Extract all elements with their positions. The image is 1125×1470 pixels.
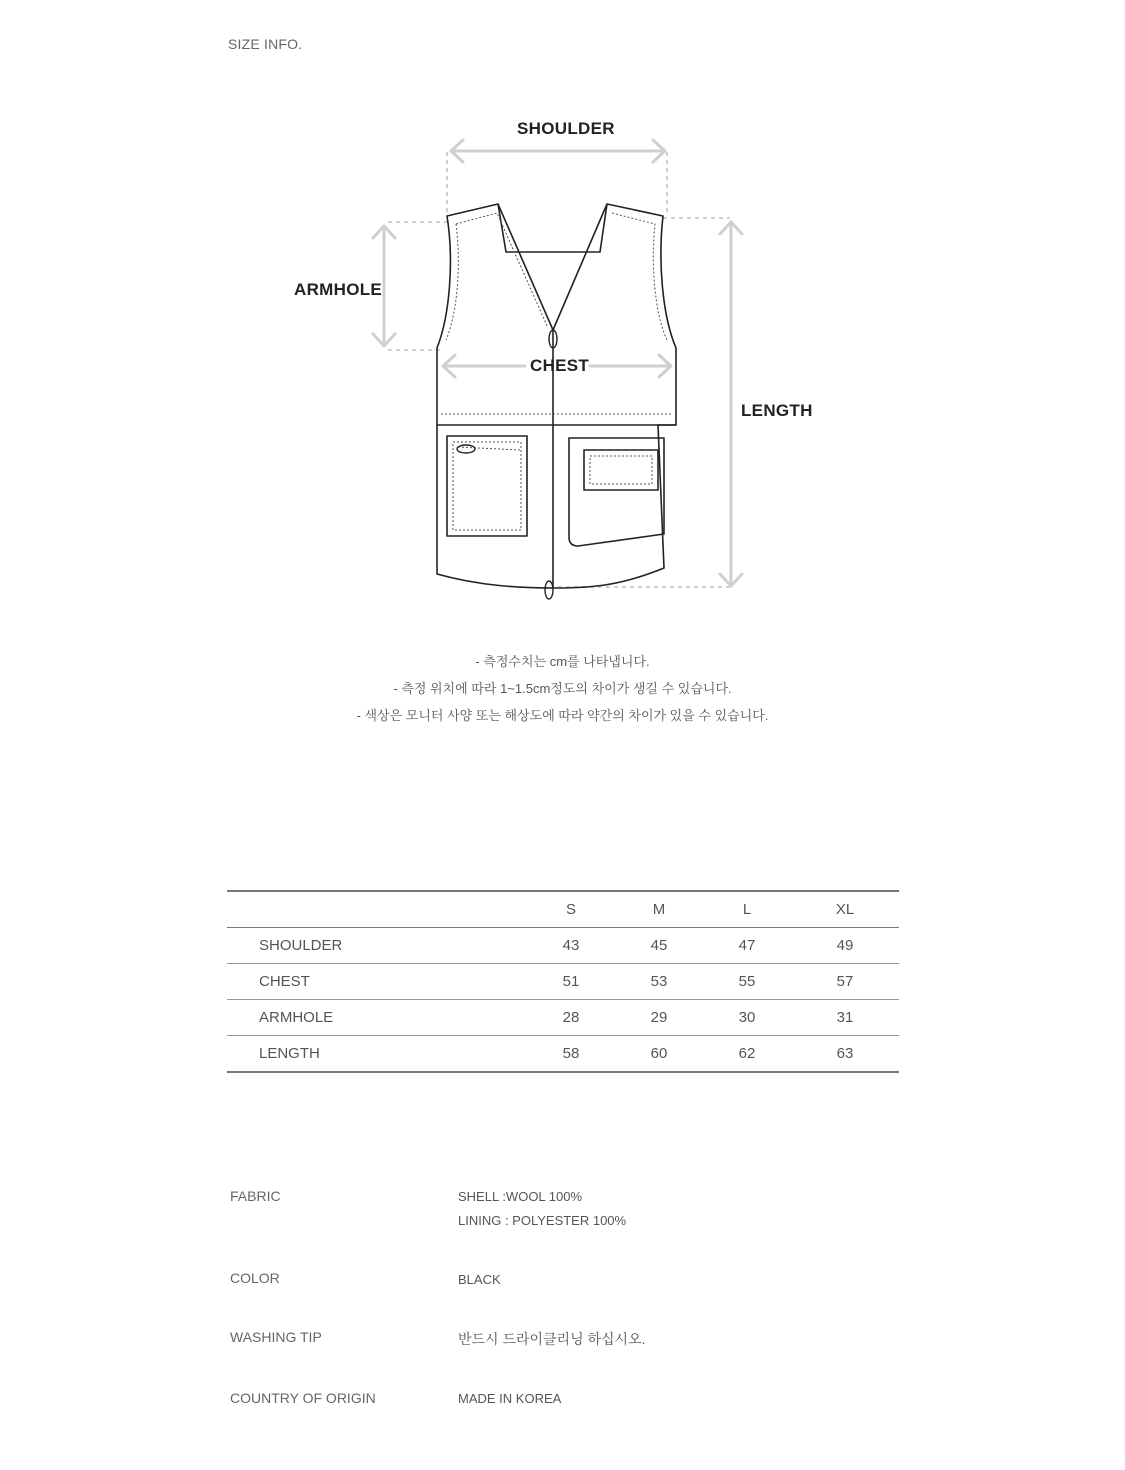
cell-value: 28 (562, 1009, 580, 1026)
size-table (227, 890, 899, 1073)
cell-value: 47 (738, 937, 756, 954)
shoulder-arrow (451, 140, 665, 162)
cell-value: 55 (738, 973, 756, 990)
cell-value: 60 (650, 1045, 668, 1062)
size-col-m: M (652, 901, 666, 918)
cell-value: 49 (836, 937, 854, 954)
country-of-origin-value: MADE IN KOREA (458, 1391, 562, 1406)
cell-value: 57 (836, 973, 854, 990)
table-row (227, 1000, 899, 1036)
cell-value: 30 (738, 1009, 756, 1026)
shoulder-label: SHOULDER (517, 119, 615, 138)
row-label: ARMHOLE (259, 1009, 334, 1026)
fabric-value (458, 1185, 626, 1233)
length-arrow (720, 222, 742, 586)
cell-value: 45 (650, 937, 668, 954)
length-label: LENGTH (741, 401, 813, 420)
table-row (227, 928, 899, 964)
table-row (227, 964, 899, 1000)
color-value: BLACK (458, 1272, 501, 1287)
cell-value: 63 (836, 1045, 854, 1062)
chest-label: CHEST (530, 356, 590, 375)
section-title: SIZE INFO. (228, 36, 303, 52)
cell-value: 29 (650, 1009, 668, 1026)
fabric-label: FABRIC (230, 1188, 281, 1204)
table-row (227, 1036, 899, 1073)
country-of-origin-label: COUNTRY OF ORIGIN (230, 1390, 376, 1406)
washing-tip-value: 반드시 드라이클리닝 하십시오. (458, 1331, 646, 1347)
cell-value: 51 (562, 973, 580, 990)
table-header-row (227, 891, 899, 928)
cell-value: 53 (650, 973, 668, 990)
size-col-s: S (565, 901, 576, 918)
color-label: COLOR (230, 1270, 280, 1286)
row-label: LENGTH (259, 1045, 320, 1062)
cell-value: 43 (562, 937, 580, 954)
fabric-shell: SHELL :WOOL 100% (458, 1189, 583, 1204)
note-line: - 측정 위치에 따라 1~1.5cm정도의 차이가 생길 수 있습니다. (393, 681, 732, 696)
cell-value: 58 (562, 1045, 580, 1062)
vest-diagram (0, 0, 1125, 640)
note-line: - 색상은 모니터 사양 또는 해상도에 따라 약간의 차이가 있을 수 있습니다. (356, 708, 769, 723)
armhole-label: ARMHOLE (294, 280, 383, 299)
size-col-l: L (742, 901, 752, 918)
size-col-xl: XL (835, 901, 855, 918)
cell-value: 31 (836, 1009, 854, 1026)
fabric-lining: LINING : POLYESTER 100% (458, 1213, 627, 1228)
measurement-notes (0, 652, 1125, 733)
cell-value: 62 (738, 1045, 756, 1062)
row-label: SHOULDER (259, 937, 343, 954)
row-label: CHEST (259, 973, 310, 990)
washing-tip-label: WASHING TIP (230, 1329, 322, 1345)
note-line: - 측정수치는 cm를 나타냅니다. (475, 654, 650, 669)
